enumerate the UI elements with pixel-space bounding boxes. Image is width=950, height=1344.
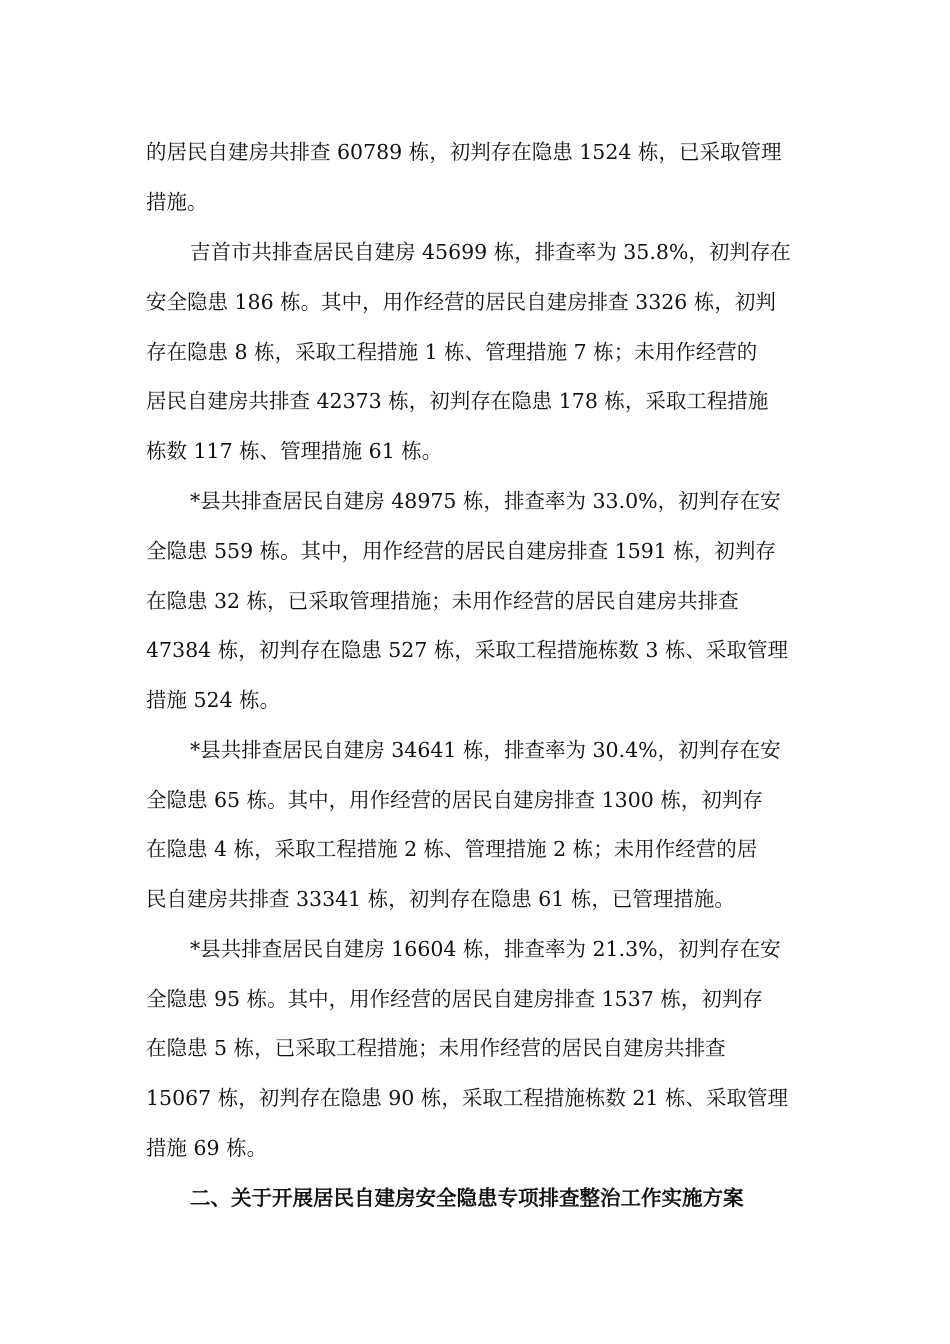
paragraph-start-line: *县共排查居民自建房 16604 栋，排查率为 21.3%，初判存在安 bbox=[190, 937, 781, 961]
text-line: 存在隐患 8 栋，采取工程措施 1 栋、管理措施 7 栋；未用作经营的 bbox=[146, 340, 758, 364]
text-line: 措施 524 栋。 bbox=[146, 688, 281, 712]
text-line: 居民自建房共排查 42373 栋，初判存在隐患 178 栋，采取工程措施 bbox=[146, 389, 769, 413]
paragraph-start-line: *县共排查居民自建房 34641 栋，排查率为 30.4%，初判存在安 bbox=[190, 738, 781, 762]
text-line: 全隐患 95 栋。其中，用作经营的居民自建房排查 1537 栋，初判存 bbox=[146, 987, 763, 1011]
section-heading: 二、关于开展居民自建房安全隐患专项排查整治工作实施方案 bbox=[190, 1186, 744, 1210]
text-line: 15067 栋，初判存在隐患 90 栋，采取工程措施栋数 21 栋、采取管理 bbox=[146, 1086, 788, 1110]
text-line: 47384 栋，初判存在隐患 527 栋，采取工程措施栋数 3 栋、采取管理 bbox=[146, 638, 788, 662]
text-line: 全隐患 559 栋。其中，用作经营的居民自建房排查 1591 栋，初判存 bbox=[146, 539, 776, 563]
text-line: 全隐患 65 栋。其中，用作经营的居民自建房排查 1300 栋，初判存 bbox=[146, 788, 763, 812]
text-line: 在隐患 4 栋，采取工程措施 2 栋、管理措施 2 栋；未用作经营的居 bbox=[146, 837, 758, 861]
text-line: 栋数 117 栋、管理措施 61 栋。 bbox=[146, 439, 443, 463]
text-line: 安全隐患 186 栋。其中，用作经营的居民自建房排查 3326 栋，初判 bbox=[146, 290, 776, 314]
paragraph-start-line: *县共排查居民自建房 48975 栋，排查率为 33.0%，初判存在安 bbox=[190, 489, 781, 513]
text-line: 民自建房共排查 33341 栋，初判存在隐患 61 栋，已管理措施。 bbox=[146, 887, 735, 911]
text-line: 的居民自建房共排查 60789 栋，初判存在隐患 1524 栋，已采取管理 bbox=[146, 140, 782, 164]
text-line: 在隐患 5 栋，已采取工程措施；未用作经营的居民自建房共排查 bbox=[146, 1036, 726, 1060]
text-line: 措施。 bbox=[146, 190, 208, 214]
text-line: 在隐患 32 栋，已采取管理措施；未用作经营的居民自建房共排查 bbox=[146, 589, 739, 613]
text-line: 措施 69 栋。 bbox=[146, 1136, 268, 1160]
paragraph-start-line: 吉首市共排查居民自建房 45699 栋，排查率为 35.8%，初判存在 bbox=[190, 240, 791, 264]
